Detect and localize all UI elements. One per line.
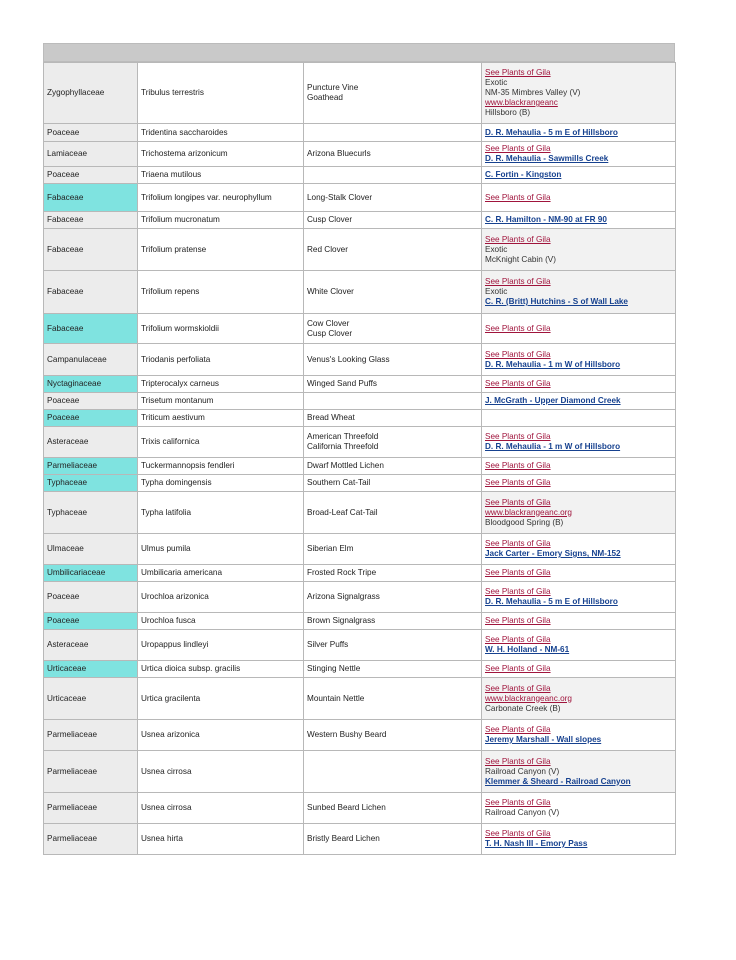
source-note: Railroad Canyon (V) [485,808,560,817]
common-name: Bristly Beard Lichen [307,834,380,843]
family-cell: Urticaceae [44,678,138,720]
family-cell: Poaceae [44,613,138,630]
table-row [44,824,676,855]
source-link[interactable]: Klemmer & Sheard - Railroad Canyon [485,776,631,786]
sources-cell [482,565,676,582]
table-row [44,492,676,534]
family-cell: Campanulaceae [44,344,138,376]
source-link[interactable]: C. Fortin - Kingston [485,170,562,179]
source-link[interactable]: See Plants of Gila [485,68,551,77]
sources-cell [482,212,676,229]
common-name: White Clover [307,287,354,296]
common-name: Mountain Nettle [307,693,365,703]
source-note: Bloodgood Spring (B) [485,517,564,527]
common-name-cell [304,720,482,751]
scientific-name-cell: Trisetum montanum [138,393,304,410]
common-name-cell [304,458,482,475]
sources-cell [482,376,676,393]
source-link[interactable]: See Plants of Gila [485,461,551,470]
sources-cell [482,427,676,458]
family-cell: Ulmaceae [44,534,138,565]
family-cell: Fabaceae [44,212,138,229]
source-link[interactable]: Jeremy Marshall - Wall slopes [485,735,602,744]
table-row [44,393,676,410]
common-name-cell [304,565,482,582]
source-note: Hillsboro (B) [485,108,531,117]
source-link[interactable]: T. H. Nash III - Emory Pass [485,839,588,848]
scientific-name-cell: Tuckermannopsis fendleri [138,458,304,475]
source-link[interactable]: See Plants of Gila [485,144,551,153]
source-link[interactable]: D. R. Mehaulia - 5 m E of Hillsboro [485,127,618,137]
common-name-cell [304,142,482,167]
source-link[interactable]: See Plants of Gila [485,432,551,441]
table-row [44,376,676,393]
scientific-name-cell: Trifolium longipes var. neurophyllum [138,184,304,212]
table-row [44,582,676,613]
scientific-name-cell: Umbilicaria americana [138,565,304,582]
source-note: Exotic [485,78,508,87]
sources-cell [482,613,676,630]
common-name-cell [304,314,482,344]
family-cell: Poaceae [44,582,138,613]
source-link[interactable]: See Plants of Gila [485,379,551,388]
scientific-name-cell: Trichostema arizonicum [138,142,304,167]
source-note: Exotic [485,244,508,254]
common-name: Cusp Clover [307,215,353,224]
common-name: Dwarf Mottled Lichen [307,461,384,470]
source-link[interactable]: See Plants of Gila [485,725,551,734]
sources-cell [482,393,676,410]
source-link[interactable]: See Plants of Gila [485,664,551,673]
common-name-cell [304,271,482,314]
family-cell: Fabaceae [44,229,138,271]
source-note: Railroad Canyon (V) [485,766,560,776]
sources-cell [482,63,676,124]
sources-cell [482,124,676,142]
scientific-name-cell: Urtica gracilenta [138,678,304,720]
common-name: California Threefold [307,442,379,451]
table-row [44,678,676,720]
scientific-name-cell: Triodanis perfoliata [138,344,304,376]
scientific-name-cell: Urochloa fusca [138,613,304,630]
sources-cell [482,661,676,678]
source-link[interactable]: See Plants of Gila [485,192,551,202]
source-link[interactable]: See Plants of Gila [485,829,551,838]
source-link[interactable]: D. R. Mehaulia - 1 m W of Hillsboro [485,442,621,451]
table-row [44,124,676,142]
common-name-cell [304,492,482,534]
source-link[interactable]: Jack Carter - Emory Signs, NM-152 [485,549,621,558]
table-row [44,314,676,344]
table-row [44,142,676,167]
scientific-name-cell: Tribulus terrestris [138,63,304,124]
table-row [44,613,676,630]
table-row [44,184,676,212]
family-cell: Fabaceae [44,314,138,344]
family-cell: Fabaceae [44,184,138,212]
scientific-name-cell: Triaena mutilous [138,167,304,184]
family-cell: Parmeliaceae [44,751,138,793]
source-link[interactable]: See Plants of Gila [485,323,551,333]
table-row [44,475,676,492]
scientific-name-cell: Usnea cirrosa [138,793,304,824]
common-name-cell [304,824,482,855]
family-cell: Umbilicariaceae [44,565,138,582]
scientific-name-cell: Tripterocalyx carneus [138,376,304,393]
scientific-name-cell: Uropappus lindleyi [138,630,304,661]
common-name-cell [304,184,482,212]
source-link[interactable]: www.blackrangeanc.org [485,693,572,703]
family-cell: Zygophyllaceae [44,63,138,124]
sources-cell [482,344,676,376]
source-link[interactable]: See Plants of Gila [485,234,551,244]
table-row [44,630,676,661]
family-cell: Poaceae [44,393,138,410]
sources-cell [482,492,676,534]
source-link[interactable]: See Plants of Gila [485,568,551,577]
sources-cell [482,167,676,184]
family-cell: Parmeliaceae [44,793,138,824]
sources-cell [482,534,676,565]
source-link[interactable]: See Plants of Gila [485,349,551,359]
source-link[interactable]: D. R. Mehaulia - 1 m W of Hillsboro [485,359,621,369]
sources-cell [482,475,676,492]
table-row [44,720,676,751]
source-link[interactable]: See Plants of Gila [485,497,551,507]
common-name-cell [304,475,482,492]
family-cell: Urticaceae [44,661,138,678]
common-name: Broad-Leaf Cat-Tail [307,507,378,517]
source-link[interactable]: W. H. Holland - NM-61 [485,645,570,654]
source-link[interactable]: See Plants of Gila [485,478,551,487]
source-link[interactable]: See Plants of Gila [485,683,551,693]
table-row [44,344,676,376]
source-link[interactable]: See Plants of Gila [485,798,551,807]
family-cell: Asteraceae [44,427,138,458]
sources-cell [482,678,676,720]
source-note: Carbonate Creek (B) [485,703,561,713]
source-link[interactable]: See Plants of Gila [485,539,551,548]
sources-cell [482,751,676,793]
common-name-cell [304,678,482,720]
sources-cell [482,720,676,751]
common-name: Goathead [307,93,343,102]
sources-cell [482,410,676,427]
source-note: McKnight Cabin (V) [485,254,556,264]
sources-cell [482,184,676,212]
common-name-cell [304,393,482,410]
scientific-name-cell: Typha domingensis [138,475,304,492]
common-name-cell [304,613,482,630]
source-link[interactable]: See Plants of Gila [485,277,551,286]
common-name: Venus's Looking Glass [307,354,390,364]
family-cell: Fabaceae [44,271,138,314]
sources-cell [482,142,676,167]
plant-table [43,62,676,855]
common-name: American Threefold [307,432,379,441]
sources-cell [482,793,676,824]
common-name: Sunbed Beard Lichen [307,803,386,812]
common-name-cell [304,376,482,393]
family-cell: Typhaceae [44,492,138,534]
common-name-cell [304,212,482,229]
scientific-name-cell: Usnea hirta [138,824,304,855]
family-cell: Nyctaginaceae [44,376,138,393]
family-cell: Poaceae [44,410,138,427]
table-header-bar [43,43,675,62]
table-row [44,63,676,124]
table-row [44,410,676,427]
scientific-name-cell: Trifolium pratense [138,229,304,271]
table-row [44,271,676,314]
source-link[interactable]: See Plants of Gila [485,587,551,596]
sources-cell [482,314,676,344]
common-name-cell [304,344,482,376]
common-name: Long-Stalk Clover [307,192,373,202]
common-name: Southern Cat-Tail [307,478,371,487]
table-row [44,534,676,565]
table-row [44,751,676,793]
table-row [44,229,676,271]
common-name-cell [304,427,482,458]
common-name-cell [304,167,482,184]
common-name: Siberian Elm [307,544,354,553]
common-name: Stinging Nettle [307,664,361,673]
common-name-cell [304,124,482,142]
source-link[interactable]: www.blackrangeanc [485,98,558,107]
common-name: Winged Sand Puffs [307,379,377,388]
family-cell: Poaceae [44,124,138,142]
common-name-cell [304,793,482,824]
sources-cell [482,458,676,475]
scientific-name-cell: Usnea arizonica [138,720,304,751]
sources-cell [482,582,676,613]
common-name: Bread Wheat [307,413,355,422]
table-row [44,212,676,229]
source-link[interactable]: www.blackrangeanc.org [485,507,572,517]
source-link[interactable]: See Plants of Gila [485,616,551,625]
common-name: Cusp Clover [307,328,353,338]
family-cell: Asteraceae [44,630,138,661]
common-name-cell [304,582,482,613]
common-name-cell [304,63,482,124]
table-row [44,458,676,475]
scientific-name-cell: Usnea cirrosa [138,751,304,793]
source-note: Exotic [485,287,508,296]
source-link[interactable]: C. R. (Britt) Hutchins - S of Wall Lake [485,297,628,306]
sources-cell [482,824,676,855]
common-name: Red Clover [307,244,348,254]
table-row [44,427,676,458]
common-name-cell [304,751,482,793]
common-name-cell [304,630,482,661]
table-row [44,167,676,184]
source-note: NM-35 Mimbres Valley (V) [485,88,581,97]
family-cell: Parmeliaceae [44,824,138,855]
source-link[interactable]: D. R. Mehaulia - 5 m E of Hillsboro [485,597,618,606]
common-name: Cow Clover [307,318,350,328]
common-name: Silver Puffs [307,640,349,649]
common-name-cell [304,410,482,427]
scientific-name-cell: Triticum aestivum [138,410,304,427]
common-name-cell [304,229,482,271]
common-name-cell [304,534,482,565]
family-cell: Lamiaceae [44,142,138,167]
scientific-name-cell: Urochloa arizonica [138,582,304,613]
common-name: Western Bushy Beard [307,730,387,739]
common-name: Arizona Bluecurls [307,149,371,158]
family-cell: Poaceae [44,167,138,184]
family-cell: Typhaceae [44,475,138,492]
source-link[interactable]: J. McGrath - Upper Diamond Creek [485,396,621,405]
sources-cell [482,271,676,314]
scientific-name-cell: Trifolium wormskioldii [138,314,304,344]
scientific-name-cell: Trixis californica [138,427,304,458]
common-name: Arizona Signalgrass [307,592,380,601]
source-link[interactable]: See Plants of Gila [485,756,551,766]
scientific-name-cell: Urtica dioica subsp. gracilis [138,661,304,678]
table-row [44,793,676,824]
table-row [44,661,676,678]
common-name: Frosted Rock Tripe [307,568,377,577]
family-cell: Parmeliaceae [44,720,138,751]
common-name: Brown Signalgrass [307,616,376,625]
scientific-name-cell: Ulmus pumila [138,534,304,565]
common-name-cell [304,661,482,678]
scientific-name-cell: Trifolium repens [138,271,304,314]
source-link[interactable]: See Plants of Gila [485,635,551,644]
sources-cell [482,229,676,271]
scientific-name-cell: Trifolium mucronatum [138,212,304,229]
common-name: Puncture Vine [307,83,359,92]
source-link[interactable]: C. R. Hamilton - NM-90 at FR 90 [485,215,607,224]
plant-list-page [43,43,675,855]
scientific-name-cell: Typha latifolia [138,492,304,534]
family-cell: Parmeliaceae [44,458,138,475]
scientific-name-cell: Tridentina saccharoides [138,124,304,142]
sources-cell [482,630,676,661]
table-row [44,565,676,582]
source-link[interactable]: D. R. Mehaulia - Sawmills Creek [485,154,609,163]
